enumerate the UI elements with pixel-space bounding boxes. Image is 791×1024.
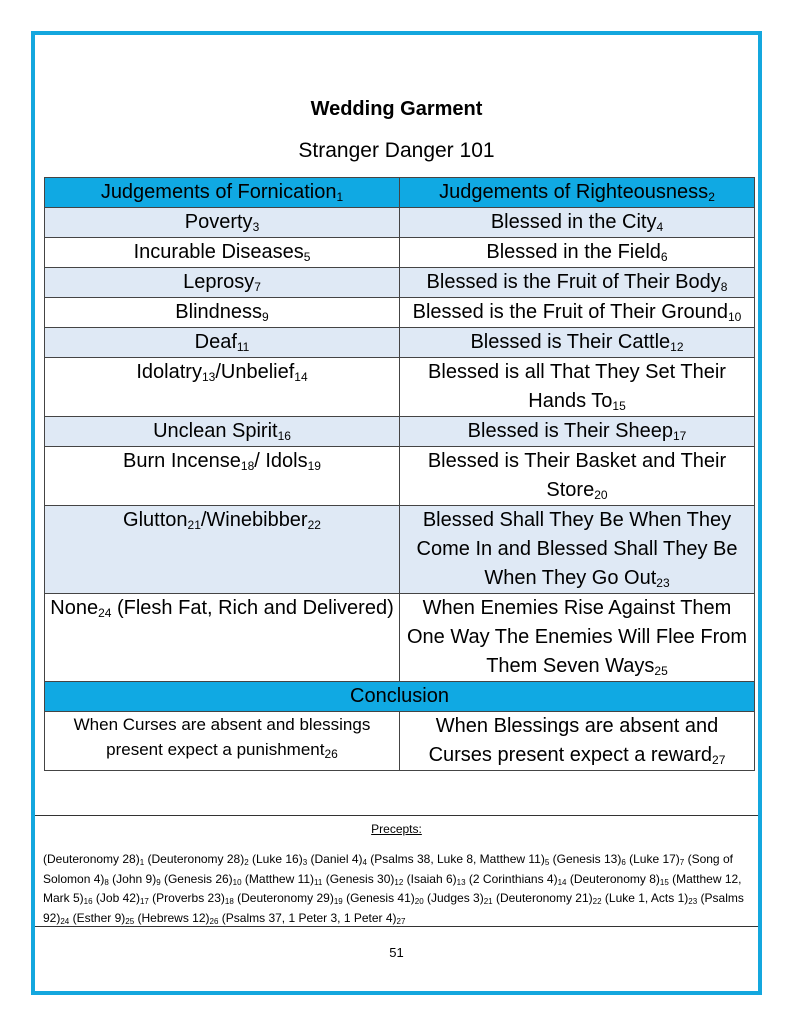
footnote-number: 14	[557, 877, 567, 887]
fornication-cell	[45, 238, 400, 268]
cell-text: Blessed in the City	[490, 211, 657, 233]
footnote-ref: 3	[252, 220, 260, 234]
precept-reference: (Genesis 41)	[342, 891, 415, 905]
footnote-number: 24	[60, 916, 70, 926]
footnote-number: 7	[679, 858, 685, 867]
table-row	[45, 417, 755, 447]
righteousness-cell	[400, 328, 755, 358]
precept-reference: (Matthew 12, Mark 5)	[43, 871, 742, 905]
footnote-ref: 12	[670, 340, 684, 354]
footnote-ref: 6	[660, 250, 668, 264]
divider-top	[35, 815, 758, 816]
cell-text: Unclean Spirit	[153, 420, 278, 442]
column-header	[45, 178, 400, 208]
cell-text: (Flesh Fat, Rich and Delivered)	[111, 597, 394, 619]
cell-text: Incurable Diseases	[133, 241, 304, 263]
precept-reference: (Luke 17)	[625, 852, 680, 866]
conclusion-right-cell	[400, 712, 755, 771]
footnote-ref: 7	[254, 280, 261, 294]
cell-text: Blessed is Their Basket and Their Store	[427, 450, 727, 501]
cell-text: Leprosy	[183, 271, 255, 293]
footnote-ref: 13	[201, 370, 216, 384]
cell-text: / Idols	[254, 450, 308, 472]
righteousness-cell	[400, 238, 755, 268]
precept-reference: (Hebrews 12)	[134, 910, 210, 925]
table-row	[45, 447, 755, 506]
footnote-number: 18	[224, 897, 234, 906]
footnote-ref: 20	[594, 488, 608, 502]
fornication-cell	[45, 417, 400, 447]
fornication-cell	[45, 447, 400, 506]
footnote-ref: 1	[336, 190, 344, 204]
table-row	[45, 208, 755, 238]
righteousness-cell	[400, 298, 755, 328]
conclusion-row	[45, 712, 755, 771]
righteousness-cell	[400, 447, 755, 506]
footnote-ref: 19	[307, 459, 321, 473]
cell-text: Blessed in the Field	[486, 241, 661, 263]
footnote-number: 15	[659, 877, 669, 887]
footnote-number: 25	[125, 916, 135, 926]
column-header	[400, 178, 755, 208]
footnote-ref: 2	[708, 190, 715, 204]
precept-reference: (2 Corinthians 4)	[465, 871, 558, 886]
footnote-number: 12	[394, 877, 404, 887]
footnote-number: 21	[483, 897, 493, 906]
cell-text: Blessed is the Fruit of Their Body	[426, 271, 721, 293]
footnote-number: 17	[139, 897, 149, 906]
conclusion-left-cell	[45, 712, 400, 771]
table-row	[45, 328, 755, 358]
conclusion-label: Conclusion	[45, 682, 755, 712]
footnote-number: 8	[104, 877, 109, 887]
column-header-label: Judgements of Fornication	[100, 181, 337, 203]
fornication-cell	[45, 328, 400, 358]
footnote-number: 4	[362, 858, 367, 867]
precept-reference: (Deuteronomy 29)	[233, 891, 334, 905]
cell-text: Idolatry	[136, 361, 202, 383]
table-header-row	[45, 178, 755, 208]
footnote-ref: 14	[294, 370, 308, 384]
precept-reference: (Matthew 11)	[241, 871, 315, 886]
footnote-ref: 23	[656, 576, 670, 590]
cell-text: Blessed is the Fruit of Their Ground	[412, 301, 728, 323]
righteousness-cell	[400, 506, 755, 594]
table-row	[45, 358, 755, 417]
footnote-number: 22	[592, 897, 602, 906]
footnote-number: 6	[621, 858, 626, 867]
righteousness-cell	[400, 594, 755, 682]
fornication-cell	[45, 208, 400, 238]
footnote-ref: 8	[720, 280, 728, 294]
cell-text: Blessed is all That They Set Their Hands To	[428, 361, 726, 412]
table-row	[45, 268, 755, 298]
precept-reference: (John 9)	[108, 871, 157, 886]
table-row	[45, 594, 755, 682]
footnote-ref: 5	[303, 250, 311, 264]
precept-reference: (Song of Solomon 4)	[43, 852, 733, 886]
footnote-ref: 16	[277, 429, 291, 443]
footnote-number: 27	[396, 916, 406, 926]
judgements-table	[44, 177, 755, 771]
footnote-ref: 21	[187, 518, 201, 532]
cell-text: Poverty	[184, 211, 253, 233]
precept-reference: (Luke 16)	[248, 852, 303, 866]
fornication-cell	[45, 506, 400, 594]
cell-text: Blessed is Their Sheep	[467, 420, 673, 442]
precepts-text	[43, 850, 753, 928]
cell-text: Blessed is Their Cattle	[470, 331, 671, 353]
column-header-label: Judgements of Righteousness	[439, 181, 709, 203]
footnote-ref: 22	[307, 518, 321, 532]
footnote-ref: 27	[712, 753, 726, 767]
footnote-number: 3	[302, 858, 308, 867]
footnote-number: 19	[333, 897, 343, 906]
righteousness-cell	[400, 358, 755, 417]
precept-reference: (Genesis 26)	[160, 871, 233, 886]
cell-text: When Enemies Rise Against Them One Way The Enemies Will Flee From Them Seven Ways	[406, 597, 748, 677]
precept-reference: (Genesis 13)	[549, 852, 622, 866]
cell-text: When Blessings are absent and Curses present expect a reward	[428, 715, 719, 766]
precept-reference: (Job 42)	[92, 891, 140, 905]
precept-reference: (Deuteronomy 28)	[43, 852, 140, 866]
footnote-number: 23	[688, 897, 698, 906]
table-row	[45, 506, 755, 594]
footnote-ref: 9	[262, 310, 269, 324]
footnote-number: 13	[456, 877, 466, 887]
precept-reference: (Psalms 92)	[43, 891, 744, 925]
righteousness-cell	[400, 417, 755, 447]
footnote-number: 2	[244, 858, 249, 867]
footnote-ref: 18	[240, 459, 255, 473]
footnote-ref: 15	[612, 399, 626, 413]
page-number: 51	[389, 945, 404, 960]
precept-reference: (Proverbs 23)	[148, 891, 225, 905]
fornication-cell	[45, 268, 400, 298]
cell-text: /Winebibber	[200, 509, 308, 531]
righteousness-cell	[400, 208, 755, 238]
precept-reference: (Psalms 38, Luke 8, Matthew 11)	[366, 852, 545, 866]
footnote-number: 10	[232, 877, 242, 887]
footnote-ref: 24	[98, 606, 112, 620]
precepts-label: Precepts:	[371, 822, 422, 836]
table-row	[45, 298, 755, 328]
precept-reference: (Judges 3)	[423, 891, 484, 905]
fornication-cell	[45, 358, 400, 417]
divider-bottom	[35, 926, 758, 927]
footnote-ref: 4	[656, 220, 664, 234]
page-border	[31, 31, 762, 995]
document-subtitle: Stranger Danger 101	[298, 139, 495, 162]
precept-reference: (Deuteronomy 21)	[492, 891, 593, 905]
footnote-number: 20	[414, 897, 424, 906]
cell-text: Deaf	[194, 331, 237, 353]
precept-reference: (Deuteronomy 28)	[144, 852, 245, 866]
righteousness-cell	[400, 268, 755, 298]
precept-reference: (Esther 9)	[69, 910, 126, 925]
cell-text: Blessed Shall They Be When They Come In and Blessed Shall They Be When They Go Out	[416, 509, 738, 589]
cell-text: /Unbelief	[215, 361, 295, 383]
fornication-cell	[45, 298, 400, 328]
cell-text: Blindness	[175, 301, 263, 323]
cell-text: When Curses are absent and blessings present expect a punishment	[73, 715, 371, 759]
footnote-ref: 25	[654, 664, 668, 678]
conclusion-header-row	[45, 682, 755, 712]
footnote-number: 26	[209, 916, 219, 926]
precept-reference: (Psalms 37, 1 Peter 3, 1 Peter 4)	[218, 910, 397, 925]
cell-text: Burn Incense	[123, 450, 241, 472]
footnote-number: 16	[83, 897, 93, 906]
precept-reference: (Deuteronomy 8)	[566, 871, 660, 886]
precept-reference: (Luke 1, Acts 1)	[601, 891, 689, 905]
table-row	[45, 238, 755, 268]
fornication-cell	[45, 594, 400, 682]
document-title: Wedding Garment	[310, 98, 483, 120]
footnote-number: 11	[314, 877, 323, 887]
cell-text: None	[50, 597, 99, 619]
footnote-ref: 26	[324, 747, 338, 761]
footnote-ref: 10	[727, 310, 742, 324]
footnote-ref: 17	[672, 429, 687, 443]
precept-reference: (Isaiah 6)	[403, 871, 457, 886]
precept-reference: (Genesis 30)	[322, 871, 395, 886]
footnote-ref: 11	[236, 340, 250, 354]
footnote-number: 9	[156, 877, 161, 887]
precept-reference: (Daniel 4)	[307, 852, 363, 866]
cell-text: Glutton	[123, 509, 188, 531]
footnote-number: 1	[139, 858, 145, 867]
footnote-number: 5	[544, 858, 550, 867]
